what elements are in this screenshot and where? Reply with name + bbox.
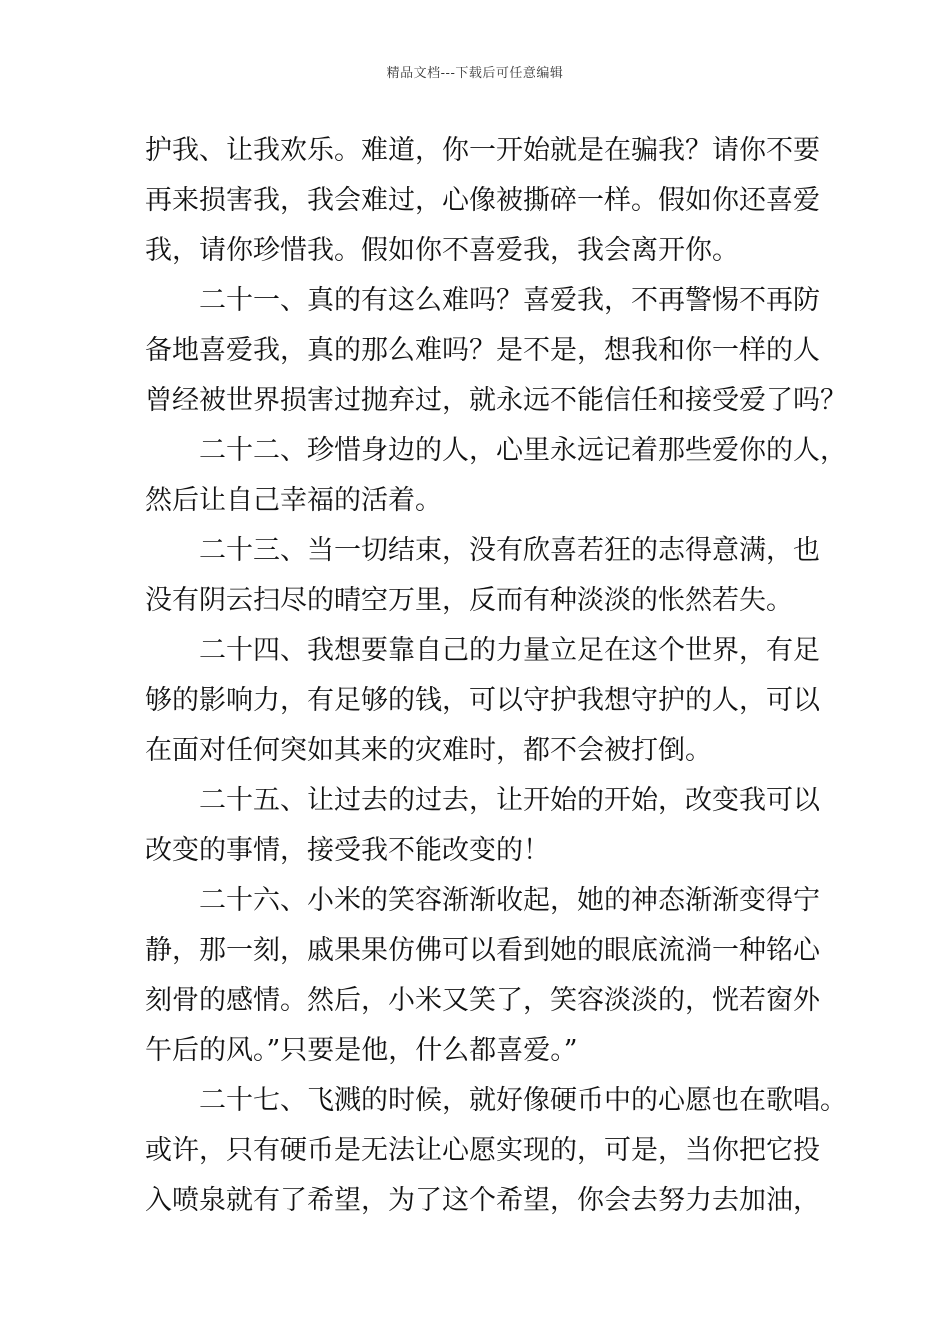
text-line: 静，那一刻，戚果果仿佛可以看到她的眼底流淌一种铭心 — [145, 935, 820, 966]
text-line: 在面对任何突如其来的灾难时，都不会被打倒。 — [145, 735, 712, 766]
paragraph — [145, 426, 847, 526]
document-body — [145, 126, 847, 1226]
paragraph — [145, 876, 825, 1076]
text-line: 然后让自己幸福的活着。 — [145, 485, 442, 516]
text-line: 二十七、飞溅的时候，就好像硬币中的心愿也在歌唱。 — [199, 1085, 847, 1116]
paragraph — [145, 126, 825, 276]
text-line: 入喷泉就有了希望，为了这个希望，你会去努力去加油， — [145, 1185, 820, 1216]
text-line: 二十六、小米的笑容渐渐收起，她的神态渐渐变得宁 — [199, 885, 820, 916]
text-line: 二十二、珍惜身边的人，心里永远记着那些爱你的人， — [199, 435, 847, 466]
paragraph — [145, 1076, 847, 1226]
paragraph — [145, 276, 847, 426]
text-line: 改变的事情，接受我不能改变的！ — [145, 835, 550, 866]
text-line: 够的影响力，有足够的钱，可以守护我想守护的人，可以 — [145, 685, 820, 716]
paragraph — [145, 626, 825, 776]
text-line: 二十三、当一切结束，没有欣喜若狂的志得意满，也 — [199, 535, 820, 566]
page-header: 精品文档---下载后可任意编辑 — [386, 66, 564, 81]
text-line: 我，请你珍惜我。假如你不喜爱我，我会离开你。 — [145, 235, 739, 266]
paragraph — [145, 776, 825, 876]
paragraph — [145, 526, 825, 626]
text-line: 刻骨的感情。然后，小米又笑了，笑容淡淡的，恍若窗外 — [145, 985, 820, 1016]
text-line: 二十四、我想要靠自己的力量立足在这个世界，有足 — [199, 635, 820, 666]
text-line: 二十五、让过去的过去，让开始的开始，改变我可以 — [199, 785, 820, 816]
text-line: 再来损害我，我会难过，心像被撕碎一样。假如你还喜爱 — [145, 185, 820, 216]
text-line: 护我、让我欢乐。难道，你一开始就是在骗我？请你不要 — [145, 135, 820, 166]
text-line: 二十一、真的有这么难吗？喜爱我，不再警惕不再防 — [199, 285, 820, 316]
text-line: 没有阴云扫尽的晴空万里，反而有种淡淡的怅然若失。 — [145, 585, 793, 616]
text-line: 午后的风。”只要是他，什么都喜爱。” — [145, 1035, 578, 1066]
text-line: 或许，只有硬币是无法让心愿实现的，可是，当你把它投 — [145, 1135, 820, 1166]
text-line: 曾经被世界损害过抛弃过，就永远不能信任和接受爱了吗？ — [145, 385, 847, 416]
text-line: 备地喜爱我，真的那么难吗？是不是，想我和你一样的人 — [145, 335, 820, 366]
